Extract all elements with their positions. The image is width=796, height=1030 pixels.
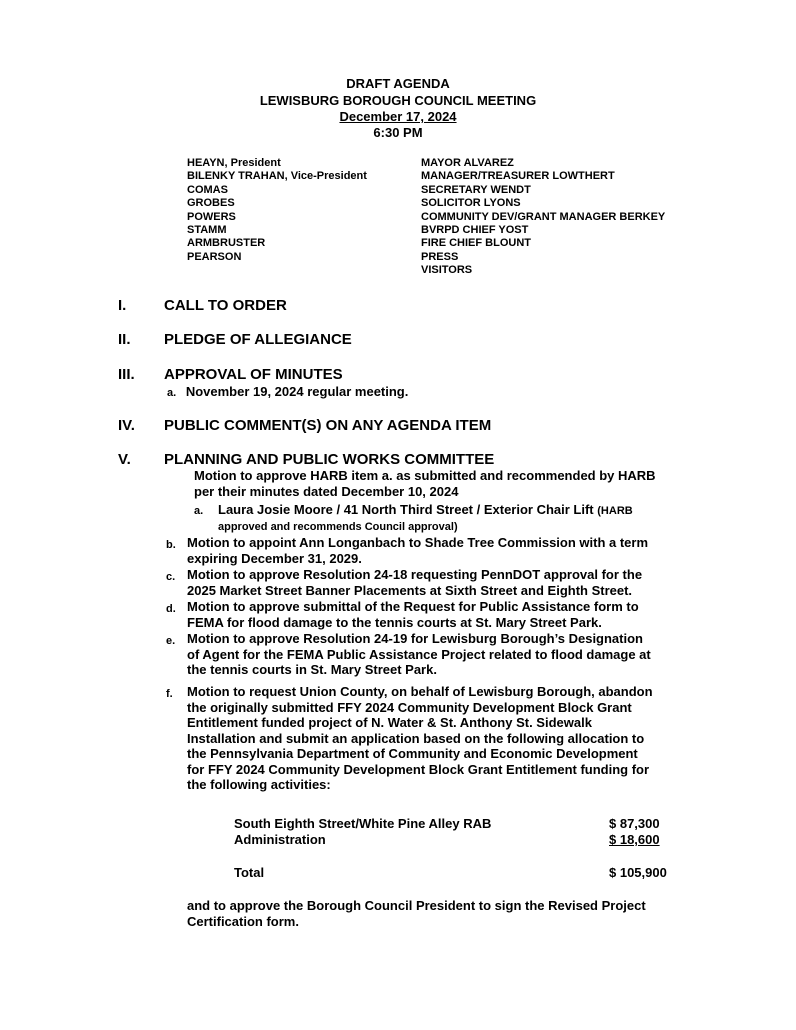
attendee: SOLICITOR LYONS (421, 197, 521, 210)
attendee: ARMBRUSTER (187, 237, 266, 250)
text-line: Installation and submit an application based on the following allocation to (187, 730, 645, 746)
section-title: PLANNING AND PUBLIC WORKS COMMITTEE (164, 451, 495, 468)
item-b (187, 535, 648, 566)
meeting-time: 6:30 PM (373, 125, 423, 140)
allocation-amount-wrap (609, 832, 660, 848)
text-line: expiring December 31, 2029. (187, 550, 362, 566)
section-title: PLEDGE OF ALLEGIANCE (164, 331, 352, 348)
minutes-item (167, 384, 408, 402)
item-c (187, 567, 642, 598)
item-f (187, 684, 653, 793)
allocation-label: South Eighth Street/White Pine Alley RAB (234, 816, 492, 831)
meeting-date: December 17, 2024 (339, 109, 457, 124)
allocation-amount: $ 87,300 (609, 816, 660, 831)
attendee: GROBES (187, 197, 235, 210)
item-letter: d. (166, 603, 176, 615)
attendee: PRESS (421, 250, 459, 263)
allocation-amount: $ 18,600 (609, 832, 660, 847)
text-line: 2025 Market Street Banner Placements at Sixth Street and Eighth Street. (187, 582, 633, 598)
text-line: FEMA for flood damage to the tennis courts at St. Mary Street Park. (187, 614, 602, 630)
attendee: FIRE CHIEF BLOUNT (421, 237, 531, 250)
section-number: II. (118, 331, 131, 348)
text-line: the originally submitted FFY 2024 Community Development Block Grant (187, 699, 632, 715)
text-line: per their minutes dated December 10, 2024 (194, 483, 459, 499)
attendees-left (187, 157, 367, 264)
attendee: PEARSON (187, 250, 242, 263)
text-line: Motion to approve HARB item a. as submitted and recommended by HARB (194, 468, 656, 483)
attendee: MAYOR ALVAREZ (421, 157, 514, 169)
total-amount: $ 105,900 (609, 865, 667, 880)
attendee: VISITORS (421, 264, 473, 277)
text-line: of Agent for the FEMA Public Assistance Project related to flood damage at (187, 646, 651, 662)
attendees-right (421, 157, 665, 278)
section-number: III. (118, 366, 135, 383)
harb-item (218, 502, 633, 534)
text-line: for FFY 2024 Community Development Block Grant Entitlement funding for (187, 761, 650, 777)
meeting-date-wrap (0, 109, 796, 124)
section-title: APPROVAL OF MINUTES (164, 366, 343, 383)
harb-item-text: Laura Josie Moore / 41 North Third Street / Exterior Chair Lift (218, 502, 594, 517)
harb-motion (194, 468, 656, 499)
closing-text (187, 898, 646, 929)
text-line: Motion to approve Resolution 24-18 requesting PennDOT approval for the (187, 567, 643, 582)
item-letter: f. (166, 688, 173, 700)
item-e (187, 631, 651, 678)
text-line: the following activities: (187, 777, 331, 792)
attendee: BVRPD CHIEF YOST (421, 224, 529, 237)
text-line: Certification form. (187, 913, 299, 929)
attendee: COMAS (187, 183, 228, 196)
attendee: POWERS (187, 210, 236, 223)
section-number: V. (118, 451, 131, 468)
attendee: STAMM (187, 224, 227, 237)
text-line: Motion to approve Resolution 24-19 for Lewisburg Borough’s Designation (187, 631, 643, 646)
agenda-heading: DRAFT AGENDA (346, 76, 450, 91)
text-line: Entitlement funded project of N. Water & St. Anthony St. Sidewalk (187, 715, 592, 730)
item-letter: e. (166, 635, 176, 647)
attendee: MANAGER/TREASURER LOWTHERT (421, 170, 615, 183)
total-label: Total (234, 865, 265, 880)
section-title: CALL TO ORDER (164, 297, 287, 314)
text-line: Motion to approve submittal of the Request for Public Assistance form to (187, 599, 639, 614)
text-line: the tennis courts in St. Mary Street Park. (187, 662, 437, 677)
item-letter: a. (194, 505, 204, 517)
harb-item-note-cont: approved and recommends Council approval) (218, 520, 458, 533)
text-line: and to approve the Borough Council President to sign the Revised Project (187, 898, 646, 913)
section-title: PUBLIC COMMENT(S) ON ANY AGENDA ITEM (164, 417, 492, 434)
item-letter: a. (167, 387, 177, 399)
item-letter: c. (166, 571, 176, 583)
item-letter: b. (166, 539, 176, 551)
attendee: HEAYN, President (187, 157, 281, 169)
section-number: IV. (118, 417, 135, 434)
item-text: November 19, 2024 regular meeting. (185, 384, 409, 399)
text-line: the Pennsylvania Department of Community and Economic Development (187, 746, 638, 761)
section-number: I. (118, 297, 127, 314)
attendee: BILENKY TRAHAN, Vice-President (187, 170, 367, 183)
attendee: COMMUNITY DEV/GRANT MANAGER BERKEY (421, 210, 666, 223)
allocation-label: Administration (234, 832, 326, 847)
meeting-title: LEWISBURG BOROUGH COUNCIL MEETING (259, 93, 537, 108)
item-d (187, 599, 639, 630)
harb-item-note: (HARB (597, 505, 633, 517)
text-line: Motion to request Union County, on behalf of Lewisburg Borough, abandon (187, 684, 653, 699)
text-line: Motion to appoint Ann Longanbach to Shade Tree Commission with a term (187, 535, 649, 550)
attendee: SECRETARY WENDT (421, 183, 531, 196)
